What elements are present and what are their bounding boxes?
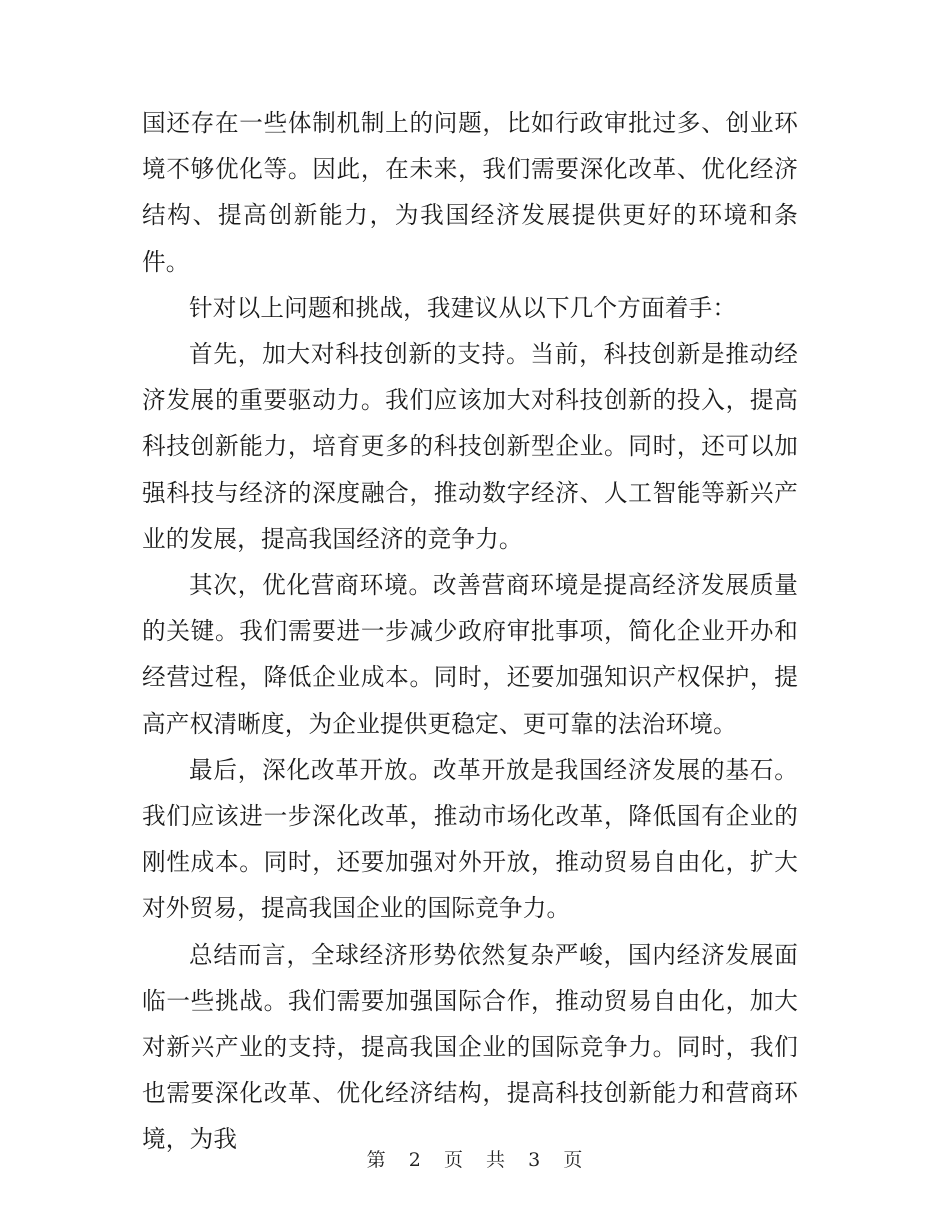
paragraph-3: 首先，加大对科技创新的支持。当前，科技创新是推动经济发展的重要驱动力。我们应该加大对科技创新的投入，提高科技创新能力，培育更多的科技创新型企业。同时，还可以加强科技与经济的深度融合，推动数字经济、人工智能等新兴产业的发展，提高我国经济的竞争力。	[142, 340, 798, 553]
footer-page-word: 页	[443, 1149, 464, 1171]
footer-current-page: 2	[408, 1149, 422, 1171]
footer-suffix: 页	[563, 1149, 584, 1171]
paragraph-2: 针对以上问题和挑战，我建议从以下几个方面着手：	[189, 293, 737, 322]
paragraph-6: 总结而言，全球经济形势依然复杂严峻，国内经济发展面临一些挑战。我们需要加强国际合作，推动贸易自由化，加大对新兴产业的支持，提高我国企业的国际竞争力。同时，我们也需要深化改革、优化经济结构，提高科技创新能力和营商环境，为我	[142, 940, 798, 1154]
paragraph-4: 其次，优化营商环境。改善营商环境是提高经济发展质量的关键。我们需要进一步减少政府审批事项，简化企业开办和经营过程，降低企业成本。同时，还要加强知识产权保护，提高产权清晰度，为企业提供更稳定、更可靠的法治环境。	[142, 571, 798, 738]
document-body	[142, 100, 798, 1163]
paragraph-1: 国还存在一些体制机制上的问题，比如行政审批过多、创业环境不够优化等。因此，在未来，我们需要深化改革、优化经济结构、提高创新能力，为我国经济发展提供更好的环境和条件。	[142, 109, 798, 276]
page-footer	[0, 1148, 950, 1172]
footer-total-word: 共	[486, 1149, 507, 1171]
paragraph-5: 最后，深化改革开放。改革开放是我国经济发展的基石。我们应该进一步深化改革，推动市场化改革，降低国有企业的刚性成本。同时，还要加强对外开放，推动贸易自由化，扩大对外贸易，提高我国企业的国际竞争力。	[142, 755, 798, 923]
footer-prefix: 第	[366, 1149, 387, 1171]
footer-total-pages: 3	[528, 1149, 542, 1171]
